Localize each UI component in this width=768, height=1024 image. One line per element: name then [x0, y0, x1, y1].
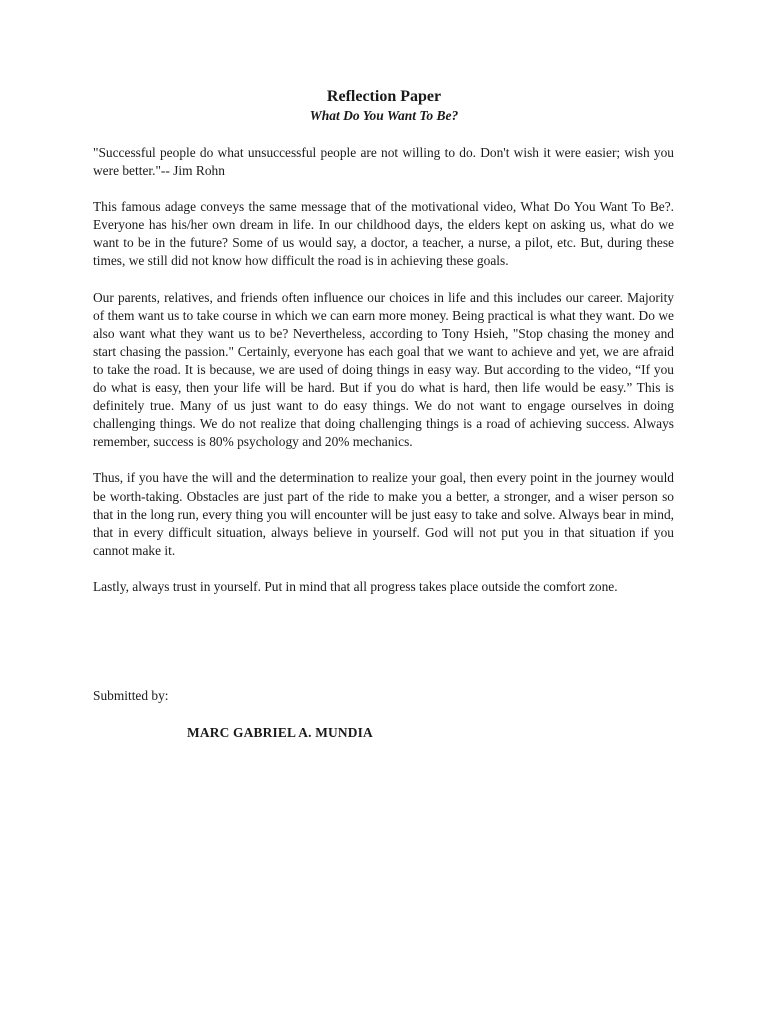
- quote-paragraph: "Successful people do what unsuccessful people are not willing to do. Don't wish it were easier; wish you were better."-- Jim Rohn: [93, 145, 674, 179]
- body-paragraph: Thus, if you have the will and the determination to realize your goal, then every point in the journey would be worth-taking. Obstacles are just part of the ride to make you a better, a stronger, and a wiser person so that in the long run, every thing you will encounter will be just easy to take and solve. Always bear in mind, that in every difficult situation, always believe in yourself. God will not put you in that situation if you cannot make it.: [93, 470, 674, 558]
- body-paragraph: This famous adage conveys the same message that of the motivational video, What Do You Want To Be?. Everyone has his/her own dream in life. In our childhood days, the elders kept on asking us, what do we want to be in the future? Some of us would say, a doctor, a teacher, a nurse, a pilot, etc. But, during these times, we still did not know how difficult the road is in achieving these goals.: [93, 199, 674, 269]
- document-body: [93, 144, 674, 614]
- document-subtitle: What Do You Want To Be?: [309, 108, 459, 123]
- submitted-by-label: Submitted by:: [93, 688, 169, 703]
- document-title: Reflection Paper: [326, 88, 442, 105]
- closing-paragraph: Lastly, always trust in yourself. Put in mind that all progress takes place outside the comfort zone.: [93, 578, 618, 594]
- author-name: MARC GABRIEL A. MUNDIA: [187, 725, 373, 740]
- body-paragraph: Our parents, relatives, and friends often influence our choices in life and this includes our career. Majority of them want us to take course in which we can earn more money. Being practical is what they want. Do we also want what they want us to be? Nevertheless, according to Tony Hsieh, "Stop chasing the money and start chasing the passion." Certainly, everyone has each goal that we want to achieve and yet, we are afraid to take the road. It is because, we are used of doing things in easy way. But according to the video, “If you do what is easy, then your life will be hard. But if you do what is hard, then life would be easy.” This is definitely true. Many of us just want to do easy things. We do not want to engage ourselves in doing challenging things. We do not realize that doing challenging things is a road of achieving success. Always remember, success is 80% psychology and 20% mechanics.: [93, 289, 674, 450]
